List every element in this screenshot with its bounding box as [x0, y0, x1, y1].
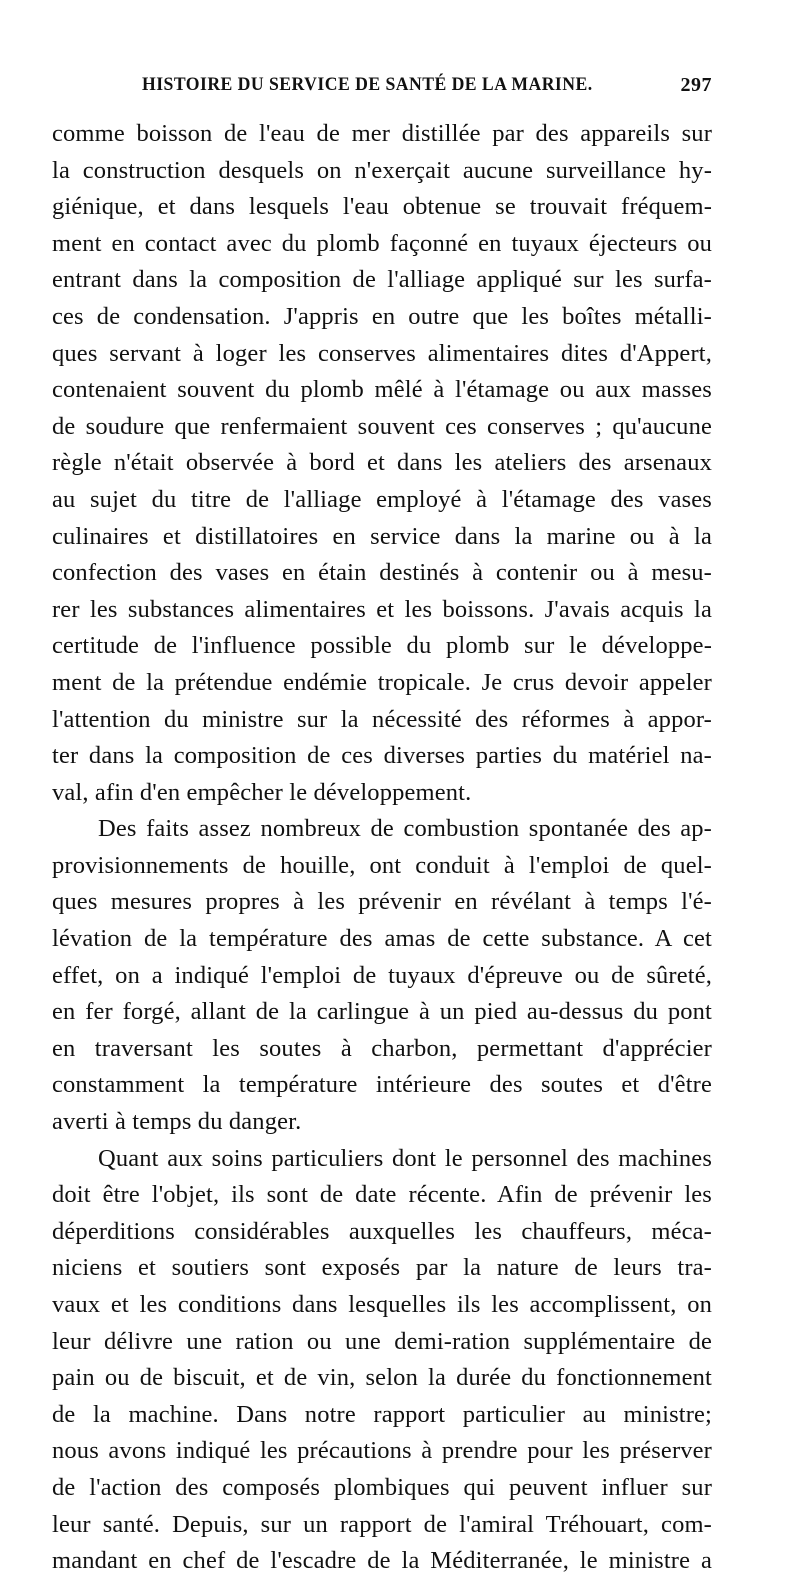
text-line: lévation de la température des amas de cette substance. A cet	[52, 925, 712, 953]
text-line: culinaires et distillatoires en service dans la marine ou à la	[52, 522, 712, 550]
text-line: constamment la température intérieure des soutes et d'être	[52, 1071, 712, 1099]
text-line: en fer forgé, allant de la carlingue à un pied au-dessus du pont	[52, 998, 712, 1026]
text-line: Des faits assez nombreux de combustion spontanée des ap-	[98, 815, 712, 843]
text-line: de soudure que renfermaient souvent ces conserves ; qu'aucune	[52, 412, 712, 440]
text-line: l'attention du ministre sur la nécessité des réformes à appor-	[52, 705, 712, 733]
text-line: ces de condensation. J'appris en outre que les boîtes métalli-	[52, 302, 712, 330]
text-line: certitude de l'influence possible du plomb sur le développe-	[52, 632, 712, 660]
text-line: déperditions considérables auxquelles les chauffeurs, méca-	[52, 1217, 712, 1245]
text-line: de la machine. Dans notre rapport particulier au ministre;	[52, 1400, 712, 1428]
text-line: nous avons indiqué les précautions à prendre pour les préserver	[52, 1437, 712, 1465]
running-title: HISTOIRE DU SERVICE DE SANTÉ DE LA MARINE.	[142, 74, 593, 95]
text-line: la construction desquels on n'exerçait aucune surveillance hy-	[52, 156, 712, 184]
page-number: 297	[680, 74, 712, 96]
text-line: vaux et les conditions dans lesquelles ils les accomplissent, on	[52, 1291, 712, 1318]
text-line: ter dans la composition de ces diverses parties du matériel na-	[52, 742, 712, 770]
text-line: comme boisson de l'eau de mer distillée par des appareils sur	[52, 120, 712, 147]
running-head	[142, 74, 712, 100]
text-line: doit être l'objet, ils sont de date récente. Afin de prévenir les	[52, 1181, 712, 1209]
text-line: en traversant les soutes à charbon, permettant d'apprécier	[52, 1034, 712, 1062]
text-line: au sujet du titre de l'alliage employé à l'étamage des vases	[52, 485, 712, 513]
text-line: provisionnements de houille, ont conduit à l'emploi de quel-	[52, 851, 712, 879]
text-line: Quant aux soins particuliers dont le personnel des machines	[98, 1144, 712, 1172]
text-line: mandant en chef de l'escadre de la Méditerranée, le ministre a	[52, 1547, 712, 1575]
text-line: niciens et soutiers sont exposés par la nature de leurs tra-	[52, 1254, 712, 1282]
text-line: contenaient souvent du plomb mêlé à l'étamage ou aux masses	[52, 376, 712, 404]
text-line: val, afin d'en empêcher le développement.	[52, 778, 472, 806]
text-line: rer les substances alimentaires et les boissons. J'avais acquis la	[52, 595, 712, 623]
text-line: ment de la prétendue endémie tropicale. Je crus devoir appeler	[52, 668, 712, 696]
text-line: règle n'était observée à bord et dans les ateliers des arsenaux	[52, 449, 712, 477]
text-line: de l'action des composés plombiques qui peuvent influer sur	[52, 1473, 712, 1501]
text-line: ment en contact avec du plomb façonné en tuyaux éjecteurs ou	[52, 229, 712, 257]
text-line: entrant dans la composition de l'alliage appliqué sur les surfa-	[52, 266, 712, 294]
text-line: pain ou de biscuit, et de vin, selon la durée du fonctionnement	[52, 1364, 712, 1392]
text-line: effet, on a indiqué l'emploi de tuyaux d'épreuve ou de sûreté,	[52, 961, 712, 989]
text-line: giénique, et dans lesquels l'eau obtenue se trouvait fréquem-	[52, 193, 712, 221]
text-line: leur santé. Depuis, sur un rapport de l'amiral Tréhouart, com-	[52, 1510, 712, 1538]
text-line: ques servant à loger les conserves alimentaires dites d'Appert,	[52, 339, 712, 367]
text-line: averti à temps du danger.	[52, 1108, 302, 1136]
text-line: ques mesures propres à les prévenir en révélant à temps l'é-	[52, 888, 712, 916]
body-text	[52, 116, 712, 1580]
text-line: leur délivre une ration ou une demi-ration supplémentaire de	[52, 1327, 712, 1355]
text-line: confection des vases en étain destinés à contenir ou à mesu-	[52, 559, 712, 587]
